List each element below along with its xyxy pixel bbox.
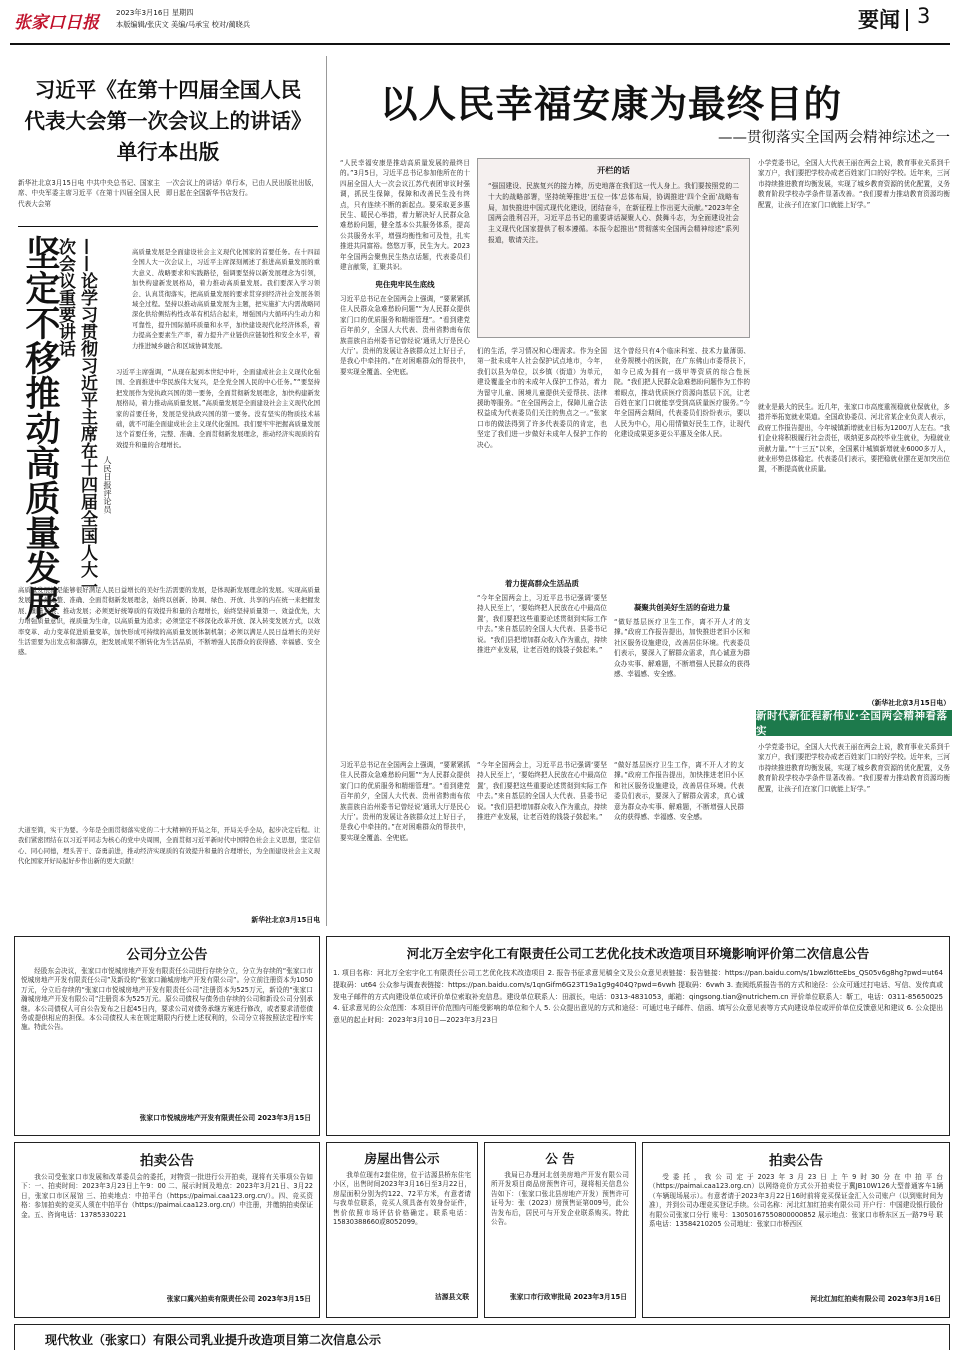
main-subhead-3: 凝聚共创美好生活的奋进力量 [633,603,731,612]
sidebar-box [477,158,750,338]
left-story-body-b: 一次会议上的讲话》单行本，已由人民出版社出版，即日起在全国新华书店发行。 [166,179,318,198]
main-col3-text: 这个曾经只有4个临床科室、技术力量薄弱、业务规模小的医院，在广东佛山市委帮扶下，如今已成为拥有一级甲等资质的综合性医院。“我们把人民群众急难愁盼问题作为工作的着眼点，推动优质医疗资源向基层下沉，让老百姓在家门口就能享受到高质量医疗服务。”今年全国两会期间，代表委员们纷纷表示，要以人民为中心，用心用情做好民生工作，让现代化建设成果更多更公平惠及全体人民。 [614,347,750,439]
commentary-title: 坚定不移推动高质量发展 [20,235,60,620]
ad-dairy-title: 现代牧业（张家口）有限公司乳业提升改造项目第二次信息公示 [45,1333,382,1347]
main-col3b-text: “做好基层医疗卫生工作，离不开人才的支撑。”政府工作报告提出，加快推进老旧小区和社区服务设施建设，改善居住环境。代表委员们表示，要深入了解群众需求，真心诚意为群众办实事、解难题，不断增强人民群众的获得感、幸福感、安全感。 [614,618,750,679]
left-story-rule [18,226,318,227]
sidebar-text: “强国建设、民族复兴的接力棒，历史地落在我们这一代人身上。我们要按照党的二十大的战略部署，坚持统筹推进‘五位一体’总体布局，协调推进‘四个全面’战略布局，加快推进中国式现代化建设，团结奋斗，在新征程上作出更大贡献。”2023年全国两会胜利召开，习近平总书记的重要讲话凝聚人心、鼓舞斗志，为全面建设社会主义现代化国家提供了根本遵循。本报今起推出“贯彻落实全国两会精神综述”系列报道，敬请关注。 [488,182,739,244]
left-headline [20,75,316,168]
main-subhead-1: 兜住兜牢民生底线 [375,280,435,289]
ad-notice-title: 公 告 [545,1151,575,1166]
ad-notice [484,1142,636,1318]
main-lower-col-a: 习近平总书记在全国两会上强调，“要紧紧抓住人民群众急难愁盼问题”“为人民群众提供家门口的优质服务和精细管理”。“看到建党百年前夕，全国人大代表、贵州省黔南布依族苗族自治州委书记曾经说‘通讯大厅是民心大厅’。贵州的发展让各族群众过上好日子，是我心中牵挂的。”在对困难群众的帮扶中，要实现全覆盖、全兜底。 [340,761,470,842]
main-lower-col-b: “今年全国两会上，习近平总书记强调‘要坚持人民至上’，‘要始终把人民放在心中最高位置’，我们要把这些重要论述贯彻到实际工作中去。”来自基层的全国人大代表、县委书记说。“我们县把增加群众收入作为重点，持续推进产业发展，让老百姓的钱袋子鼓起来。” [477,761,607,822]
newspaper-logo: 张家口日报 [14,13,99,33]
ad-house-sale [326,1142,478,1318]
commentary-col4: 大道至简，实干为要。今年是全面贯彻落实党的二十大精神的开局之年，开局关乎全局，起步决定后程。让我们紧密团结在以习近平同志为核心的党中央周围，全面贯彻习近平新时代中国特色社会主义思想，坚定信心、同心同德，埋头苦干、奋勇前进，推动经济实现质的有效提升和量的合理增长，为全面建设社会主义现代化国家开好局起好步作出新的更大贡献！ [18,827,320,866]
main-subhead-2: 着力提高群众生活品质 [505,579,579,588]
main-col2b-text: “今年全国两会上，习近平总书记强调‘要坚持人民至上’，‘要始终把人民放在心中最高位置’，我们要把这些重要论述贯彻到实际工作中去。”来自基层的全国人大代表、县委书记说。“我们县把增加群众收入作为重点，持续推进产业发展，让老百姓的钱袋子鼓起来。” [477,594,607,655]
main-subheadline: ——贯彻落实全国两会精神综述之一 [718,130,950,146]
ad-house-title: 房屋出售公示 [364,1151,440,1166]
main-col2-text: 们的生活，学习情况和心理需求。作为全国第一批未成年人社会保护试点地市，今年，我们以县为单位，以乡镇（街道）为单元，建设覆盖全市的未成年人保护工作站，着力为留守儿童、困境儿童提供关爱帮扶、法律援助等服务。“在全国两会上，保障儿童合法权益成为代表委员们关注的焦点之一。”张家口市的做法得到了许多代表委员的肯定，也坚定了我们进一步做好未成年人保护工作的决心。 [477,347,607,449]
masthead [0,0,960,40]
ad-notice-sign: 张家口市行政审批局 2023年3月15日 [509,1293,627,1301]
commentary-col2: 习近平主席强调，“从现在起到本世纪中叶，全面建成社会主义现代化强国、全面推进中华民族伟大复兴，是全党全国人民的中心任务。”“要坚持把发展作为党执政兴国的第一要务，全面贯彻新发展理念，加快构建新发展格局，着力推动高质量发展。”高质量发展是全面建设社会主义现代化国家的首要任务，发展是党执政兴国的第一要务。没有坚实的物质技术基础，就不可能全面建成社会主义现代化强国。我们要牢牢把握高质量发展这个首要任务，完整、准确、全面贯彻新发展理念，推动经济实现质的有效提升和量的合理增长。 [116,369,320,449]
column-divider [326,56,327,926]
main-col1b-text: 习近平总书记在全国两会上强调，“要紧紧抓住人民群众急难愁盼问题”“为人民群众提供家门口的优质服务和精细管理”。“看到建党百年前夕，全国人大代表、贵州省黔南布依族苗族自治州委书记曾经说‘通讯大厅是民心大厅’。贵州的发展让各族群众过上好日子，是我心中牵挂的。”在对困难群众的帮扶中，要实现全覆盖、全兜底。 [340,295,470,376]
left-headline-line3: 单行本出版 [116,140,220,164]
ad-hebei-body: 1. 项目名称：河北万全宏宇化工有限责任公司工艺优化技术改造项目 2. 报告书征求意见稿全文及公众意见表链接：报告链接：https://pan.baidu.com/s/1bwzl6tteEbs_QS05v6g8hg?pwd=ut64 提取码：ut64 公众参与调查表链接：https://pan.baidu.com/s/1qnGifm6G23T19a1g9g404Q?pwd=6vwh 提取码：6vwh 3. 查阅纸质报告书的方式和途径：公众可通过打电话、写信、发传真或发电子邮件的方式向建设单位或评价单位索取补充信息。建设单位联系人：田淑长，电话：0313-4831053，邮箱：qingsong.tian@nutrichem.cn 评价单位联系人：靳工，电话：0311-85650025 4. 征求意见的公众范围：本项目评价范围内可能受影响的单位和个人 5. 公众提出意见的方式和途径：可通过电子邮件、信函、填写公众意见表等方式向建设单位或评价单位反馈意见和建议 6. 公众提出意见的起止时间：2023年3月10日—2023年3月23日 [333,969,943,1025]
ad-house-sign: 沽源县文联 [435,1293,469,1301]
sidebar-title: 开栏的话 [597,165,630,175]
ad-auction1-body: 我公司受张家口市发展和改革委员会的委托，对物资一批进行公开拍卖，现将有关事项公告如下：一、拍卖时间：2023年3月23日上午9：00 二、展示时间及地点：2023年3月21日、3月22日，张家口市区展馆 三、拍卖地点：中拍平台（https://paimai.caa123.org.cn/）。四、竞买资格：参加拍卖的竞买人须在中拍平台（https://paimai.caa123.org.cn/）中注册，并缴纳拍卖保证金。五、咨询电话：13785330221 [21,1173,313,1219]
ad-hebei-title: 河北万全宏宇化工有限责任公司工艺优化技术改造项目环境影响评价第二次信息公告 [406,946,870,961]
date-line: 2023年3月16日 星期四 [116,8,194,17]
main-lower-col-d: 小学党委书记，全国人大代表王丽在两会上说，教育事业关系到千家万户，我们要把学校办成老百姓家门口的好学校。近年来，三河市持续推进教育均衡发展，实现了城乡教育资源的优化配置，义务教育阶段学校办学条件显著改善。“我们要着力推动教育资源均衡配置，让孩子们在家门口就能上好学。” [758,743,950,793]
editor-line: 本版编辑/张庆文 美编/马承宝 校对/蔺晓兵 [116,20,251,29]
commentary-author: 人民日报评论员 [103,456,113,514]
ad-dairy-env [14,1324,950,1350]
commentary-sign: 新华社北京3月15日电 [251,916,320,924]
ad-auction1-title: 拍卖公告 [140,1153,194,1169]
left-headline-line2: 代表大会第一次会议上的讲话》 [24,109,312,133]
main-col1-text: “人民幸福安康是推动高质量发展的最终目的。”3月5日，习近平总书记参加他所在的十四届全国人大一次会议江苏代表团审议时强调，抓民生保障，保障和改善民生没有终点，只有连续不断的新起点。要采取更多惠民生、暖民心举措，着力解决好人民群众急难愁盼问题，健全基本公共服务体系，提高公共服务水平，增强均衡性和可及性，扎实推进共同富裕。悠悠万事，民生为大。2023年全国两会聚焦民生热点话题，代表委员们建言献策，汇聚共识。 [340,159,470,272]
main-col4-text: 小学党委书记，全国人大代表王丽在两会上说，教育事业关系到千家万户，我们要把学校办成老百姓家门口的好学校。近年来，三河市持续推进教育均衡发展，实现了城乡教育资源的优化配置，义务教育阶段学校办学条件显著改善。“我们要着力推动教育资源均衡配置，让孩子们在家门口就能上好学。” [758,159,950,209]
ad-company-body: 经股东会决议，张家口市悦城房地产开发有限责任公司进行存续分立，分立为存续的“张家口市悦城房地产开发有限责任公司”及新设的“张家口瀚城房地产开发有限公司”。分立前注册资本为1050万元，分立后存续的“张家口市悦城房地产开发有限责任公司”注册资本为525万元，新设的“张家口瀚城房地产开发有限公司”注册资本为525万元。原公司债权与债务由存续的公司和新设公司分别承继。本公司债权人可自公告发布之日起45日内，要求公司对债务承继方案进行修改，或者要求清偿债务或提供相应的担保。本公司债权人未在规定期限内行使上述权利的，公司分立将按照法定程序实施。特此公告。 [21,967,313,1032]
ad-hebei-env [326,936,950,1136]
ad-company-sign: 张家口市悦城房地产开发有限责任公司 2023年3月15日 [139,1114,311,1122]
ad-auction2-title: 拍卖公告 [769,1153,823,1169]
ad-house-body: 我单位现有2套住房，位于沽源县桥东住宅小区，出售时间2023年3月16日至3月22日，房屋面积分别为约122、72平方米，有意者请与我单位联系，竞买人须具备有效身份证件，售价依照市场评估价格确定。联系电话：15830388660或8052099。 [333,1171,471,1227]
commentary-col1: 高质量发展是全面建设社会主义现代化国家的首要任务。在十四届全国人大一次会议上，习近平主席深刻阐述了推进高质量发展的重大意义、战略要求和实践路径，强调要坚持以新发展理念为引领，加快构建新发展格局，着力推动高质量发展。我们要深入学习领会、认真贯彻落实，把高质量发展的要求贯穿到经济社会发展各领域全过程。坚持以推动高质量发展为主题，把实施扩大内需战略同深化供给侧结构性改革有机结合起来，增强国内大循环内生动力和可靠性，提升国际循环质量和水平，加快建设现代化经济体系，着力提高全要素生产率，着力提升产业链供应链韧性和安全水平，着力推进城乡融合和区域协调发展。 [132,249,320,350]
ad-auction2-sign: 河北红加红拍卖有限公司 2023年3月16日 [810,1295,941,1303]
topic-banner-text: 新时代新征程新伟业·全国两会精神看落实 [756,710,948,737]
commentary-col3: 高质量发展就是能够很好满足人民日益增长的美好生活需要的发展，是体现新发展理念的发展。实现高质量发展，必须完整、准确、全面贯彻新发展理念，始终以创新、协调、绿色、开放、共享的内在统一来把握发展、衡量发展、推动发展；必须更好统筹质的有效提升和量的合理增长，始终坚持质量第一、效益优先，大力增强质量意识，视质量为生命，以高质量为追求；必须坚定不移深化改革开放、深入转变发展方式，以效率变革、动力变革促进质量变革，加快形成可持续的高质量发展体制机制；必须以满足人民日益增长的美好生活需要为出发点和落脚点，把发展成果不断转化为生活品质，不断增强人民群众的获得感、幸福感、安全感。 [18,587,320,657]
main-lower-col-c: “做好基层医疗卫生工作，离不开人才的支撑。”政府工作报告提出，加快推进老旧小区和社区服务设施建设，改善居住环境。代表委员们表示，要深入了解群众需求，真心诚意为群众办实事、解难题，不断增强人民群众的获得感、幸福感、安全感。 [614,761,744,822]
masthead-rule [10,43,950,45]
left-headline-line1: 习近平《在第十四届全国人民 [34,78,302,102]
left-story-body-a: 新华社北京3月15日电 中共中央总书记、国家主席、中央军委主席习近平《在第十四届全国人民代表大会第 [18,179,160,208]
topic-banner [756,710,952,736]
ad-auction-1 [14,1142,320,1318]
ad-auction1-sign: 张家口冀兴拍卖有限责任公司 2023年3月15日 [166,1295,311,1303]
main-sign: （新华社北京3月15日电） [867,699,950,707]
ad-auction-2 [642,1142,950,1318]
page-divider-bar [906,9,908,31]
ad-company-title: 公司分立公告 [126,947,208,963]
main-col4b-text: 就业是最大的民生。近几年，张家口市高度重视稳就业保就业，多措并举拓宽就业渠道。全国政协委员、河北省某企业负责人表示，政府工作报告提出，今年城镇新增就业目标为1200万人左右。“我们企业将积极履行社会责任，吸纳更多高校毕业生就业，为稳就业贡献力量。”“十三五”以来，全国累计城镇新增就业6000多万人，就业形势总体稳定。代表委员们表示，要把稳就业摆在更加突出位置，不断提高就业质量。 [758,403,950,474]
ad-auction2-body: 受委托，我公司定于2023年3月23日上午9时30分在中拍平台（https://paimai.caa123.org.cn）以网络竞价方式公开拍卖位于冀JB10W126大型普通客车1辆（车辆现场展示）。有意者请于2023年3月22日16时前将竞买保证金汇入公司账户（以到账时间为准），并到公司办理竞买登记手续。公司名称：河北红加红拍卖有限公司 开户行：中国建设银行股份有限公司张家口分行 账号：13050167550800000852 展示地点：张家口市桥东区五一路79号 联系电话：13584210205 公司地址：张家口市桥西区 [649,1173,943,1229]
ad-notice-body: 我局已办理河北创美房地产开发有限公司所开发项目商品房预售许可，现将相关信息公告如下：（张家口张北县房地产开发）预售许可证号为：张（2023）房预售证第009号，此公告发布后，居民可与开发企业联系购买。特此公告。 [491,1171,629,1227]
commentary-subtitle: ——论学习贯彻习近平主席在十四届全国人大一次会议重要讲话 [55,238,97,595]
page-number: 3 [917,4,931,28]
main-headline: 以人民幸福安康为最终目的 [380,82,842,126]
section-label: 要闻 [858,8,900,32]
ad-company-split [14,936,320,1136]
